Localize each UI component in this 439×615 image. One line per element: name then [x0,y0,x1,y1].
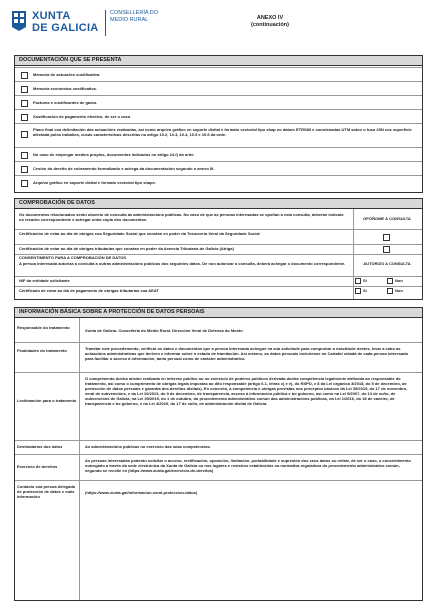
yes-label: Si [363,288,367,293]
doc-checkbox[interactable] [21,152,28,159]
row-value: Tramitar este procedemento, verificar os datos e documentos que a persoa interesada achegue na súa solicitude para comprobar a exactitude destes, levar a cabo as actuacións administrativas que deriven e informar sobre o estado de tramitación. Así mesmo, os datos persoais incluírense no Cartafol cidadá de cada persoa interesada para facilitar o acceso á información, tanto persoal como de carácter administrativo. [85,346,408,361]
doc-item-text: Facturas e xustificantes de gasto. [33,100,98,105]
consent-title: CONSENTIMENTO PARA A COMPROBACIÓN DE DATOS [19,255,127,260]
doc-item [15,109,422,124]
data-check-section [14,198,423,300]
doc-item [15,175,422,191]
row-value: (https://www.xunta.gal/informacion-xeral-proteccion-datos) [85,490,198,495]
check-row-nif: NIF da entidade solicitante [19,278,70,283]
oppose-social-security-checkbox[interactable] [383,234,390,241]
annex-subtitle: (continuación) [251,22,289,28]
doc-checkbox[interactable] [21,86,28,93]
xunta-logo [10,8,158,48]
doc-item-text: Plano final coa delimitación das actuacións realizadas, así como arquivo gráfico en soporte dixital e formato vectorial tipo shap no datum ETRS89 e coordenadas UTM sobre o fuso 29N cos superficie afectada polos traballos, cuxas características descritas no artigo 10.2, 10.3, 10.4, 10.5 e 10.6 da orde. [33,127,412,137]
row-label: Destinatarios dos datos [17,444,63,449]
doc-item [15,81,422,96]
doc-item [15,147,422,162]
no-label: Non [395,278,403,283]
row-value: As persoas interesadas poderán solicitar o acceso, rectificación, oposición, limitación, portabilidade e supresión dos seus datos ou retirar, de ser o caso, o consentimento outorgado a través da sede electrónica da Xunta de Galicia ou nos lugares e rexistros establecidos na normativa reguladora do procedemento administrativo común, segundo se recolle en (https://www.xunta.gal/exercicio-de-dereitos) [85,458,411,473]
authorize-nif-no-radio[interactable] [387,278,393,284]
check-row-aeat: Certificado de estar ao día de pagamento de obrigas tributarias coa AEAT [19,288,159,293]
row-label: Exercicio de dereitos [17,464,58,469]
oppose-header: OPÓÑOME Á CONSULTA [363,216,411,221]
doc-checkbox[interactable] [21,114,28,121]
doc-item-text: Memoria económica xustificativa. [33,86,97,91]
doc-item [15,67,422,82]
row-label: Finalidades do tratamento [17,348,67,353]
doc-checkbox[interactable] [21,131,28,138]
authorize-aeat-no-radio[interactable] [387,288,393,294]
logo-org: CONSELLERÍA DO MEDIO RURAL [110,10,158,23]
data-protection-section [14,307,423,601]
row-label: Contacto coa persoa delegada de protección de datos e máis información [17,484,76,499]
authorize-aeat-yes-radio[interactable] [355,288,361,294]
opposition-intro: Os documentos relacionados serán obxecto de consulta ás administracións públicas. No caso de que as persoas interesadas se opoñan a esta consulta, deberán indicalo no recadro correspondente e achegar unha copia dos documentos. [19,212,344,222]
no-label: Non [395,288,403,293]
annex-heading [240,15,300,29]
doc-checkbox[interactable] [21,72,28,79]
row-value: As administracións públicas no exercicio das súas competencias. [85,444,211,449]
oppose-atriga-checkbox[interactable] [383,246,390,253]
doc-item-text: No caso de empregar medios propios, documentos indicados no artigo 24.f) da orde. [33,152,195,157]
doc-checkbox[interactable] [21,180,28,187]
doc-item-text: Arquivo gráfico en soporte dixital e formato vectorial tipo shape. [33,180,156,185]
consent-intro: A persoa interesada autoriza a consulta a outras administracións públicas dos seguintes datos. De non autorizar a consulta, deberá achegar o documento correspondente. [19,261,346,266]
data-protection-title: INFORMACIÓN BÁSICA SOBRE A PROTECCIÓN DE DATOS PERSOAIS [15,308,422,318]
doc-item [15,161,422,176]
row-value: O cumprimento dunha misión realizada en interese público ou no exercicio de poderes públicos derivada dunha competencia legalmente atribuída ao responsable do tratamento, así como o cumprimento de obrigas legais impostas ao dito responsable (artigo 6.1, letras c) e e), do RXPD, e 8 da Lei orgánica 3/2018, do 5 de decembro, de protección de datos persoais e garantía dos dereitos dixitais). En concreto, a competencia e obrigas previstas nos preceptos básicos da Lei 39/2015, do 17 de novembro, xeral de subvencións, e da Lei 10/2013, do 9 de decembro, de transparencia, acceso á información pública e bo goberno, así como na Lei 9/2007, do 13 de xuño, de subvencións de Galicia, na Lei 39/2015, do 1 de outubro, do procedemento administrativo común das administracións públicas, na Lei 1/2016, do 18 de xaneiro, de transparencia e bo goberno, e na Lei 4/2019, do 17 de xullo, de administración dixital de Galicia. [85,376,408,406]
doc-item-text: Xustificación de pagamento efectivo, de ser o caso [33,114,131,119]
doc-checkbox[interactable] [21,100,28,107]
row-value: Xunta de Galicia. Consellería do Medio Rural. Dirección Xeral de Defensa do Monte. [85,328,244,333]
doc-item-text: Cesión do dereito de cobramento formalizado e achega da documentación segundo o anexo III. [33,166,215,171]
doc-checkbox[interactable] [21,166,28,173]
authorize-header: AUTORIZO A CONSULTA [363,261,411,266]
authorize-nif-yes-radio[interactable] [355,278,361,284]
yes-label: Si [363,278,367,283]
check-row-social-security: Certificación de estar ao día de obrigas coa Seguridade Social que constan en poder da Tesourería Xeral da Seguridade Social [19,231,260,236]
data-check-title: COMPROBACIÓN DE DATOS [15,199,422,209]
logo-divider [105,10,106,36]
documentation-section [14,55,423,193]
doc-item [15,95,422,110]
documentation-title: DOCUMENTACIÓN QUE SE PRESENTA [15,56,422,66]
doc-item [15,123,422,148]
row-label: Lexitimación para o tratamento [17,398,77,403]
logo-line1: XUNTA [32,10,71,22]
check-row-atriga: Certificación de estar ao día de obrigas tributarias que constan en poder da Axencia Tributaria de Galicia (Atriga) [19,246,234,251]
annex-title: ANEXO IV [256,15,284,21]
logo-line2: DE GALICIA [32,22,99,34]
row-label: Responsable do tratamento [17,325,70,330]
doc-item-text: Memoria de actuación xustificativa. [33,72,101,77]
crest-icon [10,10,28,32]
